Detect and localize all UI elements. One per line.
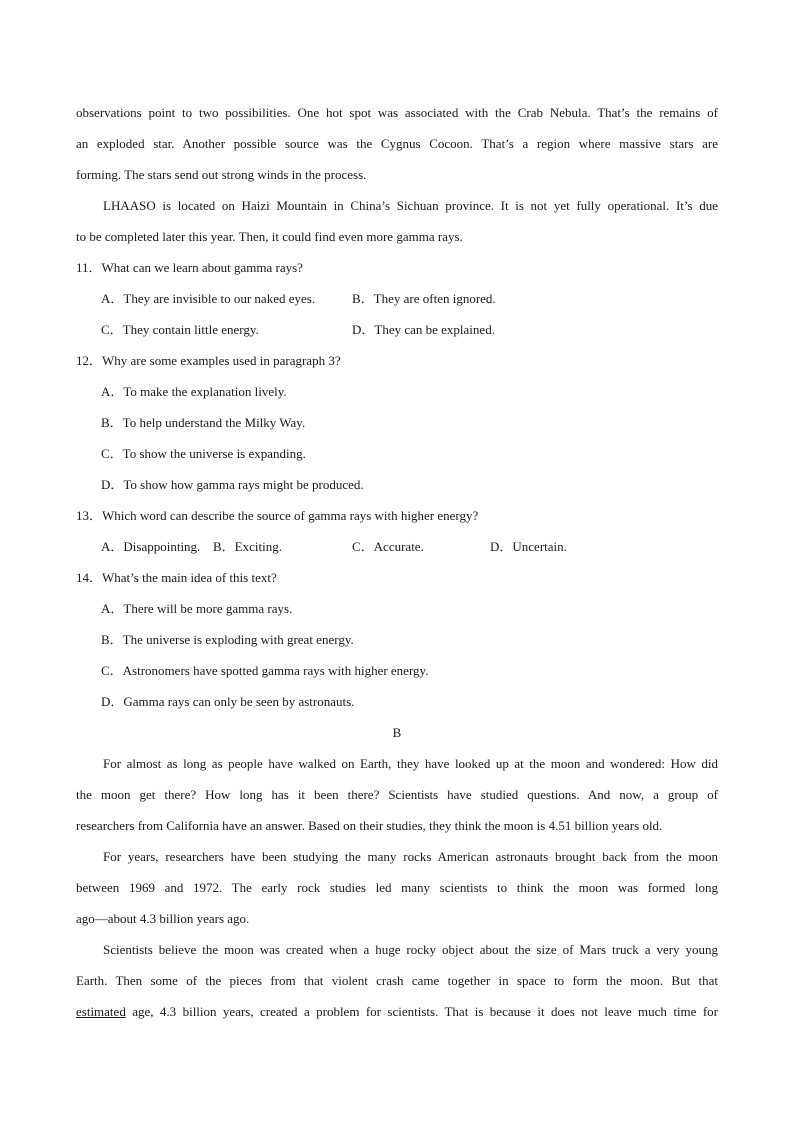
question-stem-12: 12．Why are some examples used in paragraph 3? xyxy=(76,353,341,368)
option-d: D．Gamma rays can only be seen by astronauts. xyxy=(101,694,355,709)
option-b: B．The universe is exploding with great energy. xyxy=(101,632,354,647)
paragraph-line: researchers from California have an answer. Based on their studies, they think the moon is 4.51 billion years old. xyxy=(76,818,663,833)
paragraph-line: For almost as long as people have walked on Earth, they have looked up at the moon and wondered: How did xyxy=(103,756,718,771)
paragraph-line: to be completed later this year. Then, it could find even more gamma rays. xyxy=(76,229,463,244)
option-c: C．They contain little energy. xyxy=(101,322,259,337)
options-row xyxy=(76,535,718,566)
paragraph-line: Earth. Then some of the pieces from that violent crash came together in space to form the moon. But that xyxy=(76,973,718,988)
paragraph-line: the moon get there? How long has it been there? Scientists have studied questions. And now, a group of xyxy=(76,787,718,802)
option-a: A．There will be more gamma rays. xyxy=(101,601,293,616)
option-c: C．To show the universe is expanding. xyxy=(101,446,306,461)
option-c: C．Accurate. xyxy=(352,539,424,554)
option-a: A．To make the explanation lively. xyxy=(101,384,287,399)
paragraph-line: between 1969 and 1972. The early rock studies led many scientists to think the moon was formed long xyxy=(76,880,718,895)
option-a: A．They are invisible to our naked eyes. xyxy=(101,291,316,306)
section-heading: B xyxy=(392,725,402,740)
paragraph-line: forming. The stars send out strong winds in the process. xyxy=(76,167,367,182)
option-d: D．They can be explained. xyxy=(352,322,495,337)
question-stem-11: 11．What can we learn about gamma rays? xyxy=(76,260,303,275)
options-row xyxy=(76,318,718,349)
document-page xyxy=(76,101,718,1031)
option-b: B．They are often ignored. xyxy=(352,291,496,306)
paragraph-line: Scientists believe the moon was created when a huge rocky object about the size of Mars truck a very young xyxy=(103,942,718,957)
paragraph-line: LHAASO is located on Haizi Mountain in China’s Sichuan province. It is not yet fully operational. It’s due xyxy=(103,198,718,213)
line-text: age, 4.3 billion years, created a problem for scientists. That is because it does not leave much time for xyxy=(125,1004,718,1019)
question-stem-13: 13．Which word can describe the source of gamma rays with higher energy? xyxy=(76,508,479,523)
option-c: C．Astronomers have spotted gamma rays with higher energy. xyxy=(101,663,429,678)
question-stem-14: 14．What’s the main idea of this text? xyxy=(76,570,277,585)
option-b: B．Exciting. xyxy=(213,539,282,554)
paragraph-line: observations point to two possibilities. One hot spot was associated with the Crab Nebula. That’s the remains of xyxy=(76,105,718,120)
option-d: D．To show how gamma rays might be produced. xyxy=(101,477,364,492)
paragraph-line xyxy=(76,1000,718,1031)
paragraph-line: For years, researchers have been studying the many rocks American astronauts brought back from the moon xyxy=(103,849,718,864)
option-a: A．Disappointing. xyxy=(101,539,201,554)
paragraph-line: ago—about 4.3 billion years ago. xyxy=(76,911,250,926)
option-d: D．Uncertain. xyxy=(490,539,567,554)
paragraph-line: an exploded star. Another possible source was the Cygnus Cocoon. That’s a region where massive stars are xyxy=(76,136,718,151)
options-row xyxy=(76,287,718,318)
option-b: B．To help understand the Milky Way. xyxy=(101,415,306,430)
underlined-word: estimated xyxy=(76,1004,126,1019)
